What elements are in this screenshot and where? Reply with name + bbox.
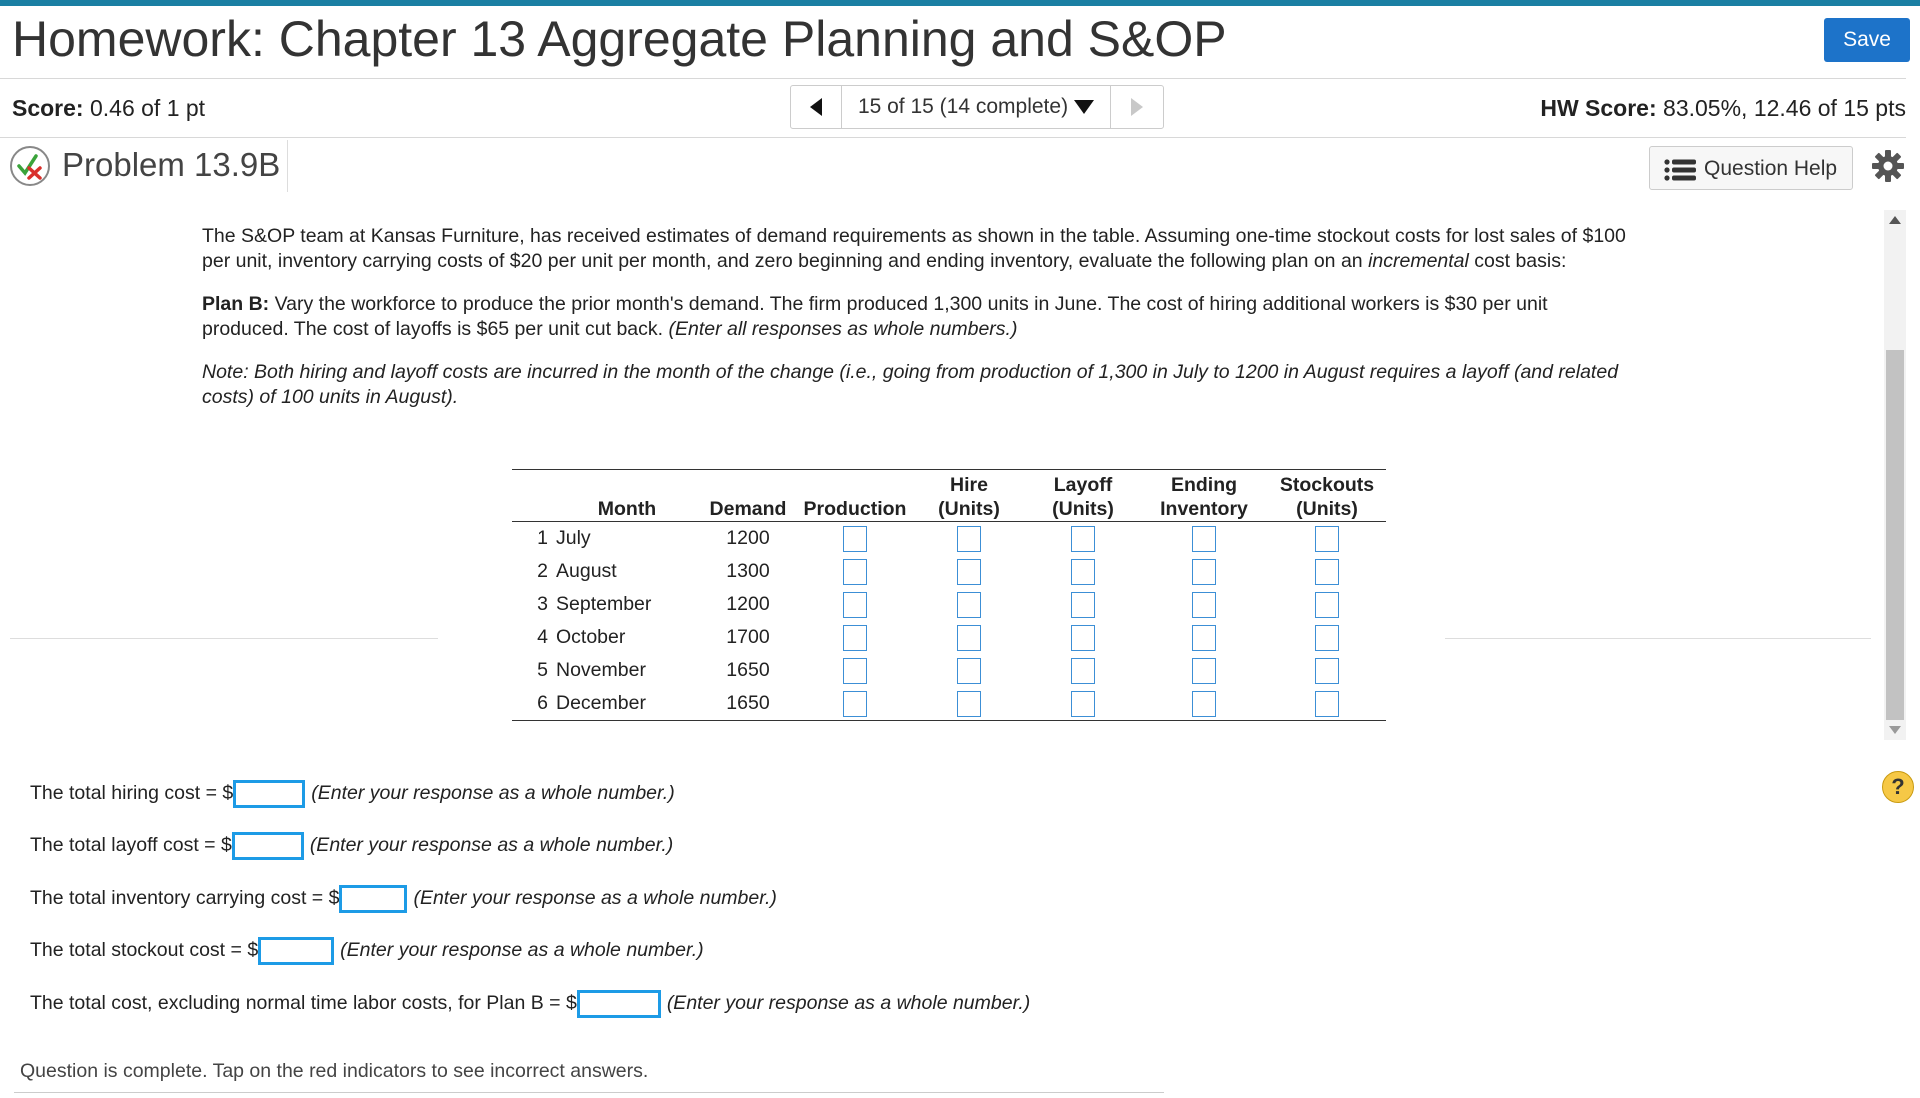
ending-inventory-input[interactable] <box>1192 559 1216 585</box>
divider <box>14 1092 1164 1093</box>
divider <box>1445 638 1871 639</box>
table-row: 5 November 1650 <box>512 654 1386 687</box>
divider <box>10 638 438 639</box>
layoff-input[interactable] <box>1071 526 1095 552</box>
help-icon[interactable]: ? <box>1882 771 1914 803</box>
question-select-label: 15 of 15 (14 complete) <box>857 95 1069 118</box>
header-ending-inventory: Ending Inventory <box>1160 474 1248 520</box>
hire-input[interactable] <box>957 691 981 717</box>
gear-icon[interactable] <box>1872 150 1904 182</box>
stockouts-input[interactable] <box>1315 625 1339 651</box>
header-stockouts: Stockouts (Units) <box>1279 474 1375 520</box>
layoff-input[interactable] <box>1071 559 1095 585</box>
completion-message: Question is complete. Tap on the red indicators to see incorrect answers. <box>20 1060 649 1082</box>
layoff-input[interactable] <box>1071 592 1095 618</box>
header-demand: Demand <box>709 498 787 520</box>
ending-inventory-input[interactable] <box>1192 658 1216 684</box>
total-cost-input[interactable] <box>577 990 661 1018</box>
hire-input[interactable] <box>957 658 981 684</box>
stockouts-input[interactable] <box>1315 691 1339 717</box>
problem-title: Problem 13.9B <box>62 146 281 183</box>
scroll-up-arrow-icon[interactable] <box>1889 216 1901 224</box>
stockout-cost-line: The total stockout cost = $ (Enter your response as a whole number.) <box>30 937 704 965</box>
table-row: 6 December 1650 <box>512 687 1386 721</box>
question-select[interactable] <box>841 86 1111 128</box>
divider <box>0 78 1906 79</box>
table-row: 1 July 1200 <box>512 522 1386 556</box>
ending-inventory-input[interactable] <box>1192 592 1216 618</box>
header-production: Production <box>803 498 907 520</box>
divider <box>0 137 1906 138</box>
hw-score-label: HW Score: <box>1540 95 1657 121</box>
hire-input[interactable] <box>957 625 981 651</box>
stockouts-input[interactable] <box>1315 592 1339 618</box>
hw-score <box>1540 95 1906 122</box>
hire-input[interactable] <box>957 592 981 618</box>
table-row: 2 August 1300 <box>512 555 1386 588</box>
scrollbar[interactable] <box>1884 210 1906 740</box>
table-row: 3 September 1200 <box>512 588 1386 621</box>
plan-note: Note: Both hiring and layoff costs are incurred in the month of the change (i.e., going from production of 1,300 in July to 1200 in August requires a layoff (and related costs) of 100 units in August). <box>202 361 1619 408</box>
score-value: 0.46 of 1 pt <box>89 95 206 121</box>
score <box>12 95 205 122</box>
production-input[interactable] <box>843 691 867 717</box>
layoff-cost-line: The total layoff cost = $ (Enter your response as a whole number.) <box>30 832 673 860</box>
production-input[interactable] <box>843 592 867 618</box>
ending-inventory-input[interactable] <box>1192 691 1216 717</box>
top-accent-line <box>0 0 1920 6</box>
question-help-label: Question Help <box>1704 157 1838 180</box>
inventory-cost-line: The total inventory carrying cost = $ (Enter your response as a whole number.) <box>30 885 777 913</box>
production-input[interactable] <box>843 625 867 651</box>
previous-question-button[interactable] <box>791 86 842 128</box>
header-month: Month <box>597 498 657 520</box>
hire-input[interactable] <box>957 559 981 585</box>
header-hire: Hire (Units) <box>938 474 1000 520</box>
layoff-input[interactable] <box>1071 658 1095 684</box>
layoff-input[interactable] <box>1071 691 1095 717</box>
production-input[interactable] <box>843 526 867 552</box>
score-label: Score: <box>12 95 84 121</box>
stockouts-input[interactable] <box>1315 526 1339 552</box>
production-input[interactable] <box>843 658 867 684</box>
inventory-carrying-cost-input[interactable] <box>339 885 407 913</box>
partial-credit-icon <box>10 146 50 186</box>
next-question-button[interactable] <box>1110 86 1163 128</box>
stockouts-input[interactable] <box>1315 559 1339 585</box>
list-icon <box>1664 159 1696 181</box>
hiring-cost-line: The total hiring cost = $ (Enter your response as a whole number.) <box>30 780 675 808</box>
layoff-input[interactable] <box>1071 625 1095 651</box>
stockouts-input[interactable] <box>1315 658 1339 684</box>
caret-down-icon <box>1074 100 1094 114</box>
ending-inventory-input[interactable] <box>1192 526 1216 552</box>
table-row: 4 October 1700 <box>512 621 1386 654</box>
total-cost-line: The total cost, excluding normal time labor costs, for Plan B = $ (Enter your response as a whole number.) <box>30 990 1030 1018</box>
scrollbar-thumb[interactable] <box>1886 350 1904 720</box>
save-button[interactable]: Save <box>1824 18 1910 62</box>
question-help-button[interactable] <box>1649 146 1853 190</box>
plan-description: Plan B: Vary the workforce to produce the prior month's demand. The firm produced 1,300 units in June. The cost of hiring additional workers is $30 per unit produced. The cost of layoffs is $65 per unit cut back. (Enter all responses as whole numbers.) <box>202 293 1548 340</box>
production-input[interactable] <box>843 559 867 585</box>
scroll-down-arrow-icon[interactable] <box>1889 726 1901 734</box>
divider <box>287 140 288 192</box>
hiring-cost-input[interactable] <box>233 780 305 808</box>
question-pager <box>790 85 1164 129</box>
header-layoff: Layoff (Units) <box>1052 474 1114 520</box>
question-intro: The S&OP team at Kansas Furniture, has received estimates of demand requirements as shown in the table. Assuming one-time stockout costs for lost sales of $100 per unit, inventory carrying costs of $20 per unit per month, and zero beginning and ending inventory, evaluate the following plan on an incremental cost basis: <box>202 225 1626 272</box>
page-title: Homework: Chapter 13 Aggregate Planning and S&OP <box>12 11 1227 67</box>
ending-inventory-input[interactable] <box>1192 625 1216 651</box>
stockout-cost-input[interactable] <box>258 937 334 965</box>
demand-table <box>512 469 1386 721</box>
layoff-cost-input[interactable] <box>232 832 304 860</box>
hire-input[interactable] <box>957 526 981 552</box>
hw-score-value: 83.05%, 12.46 of 15 pts <box>1663 95 1906 121</box>
